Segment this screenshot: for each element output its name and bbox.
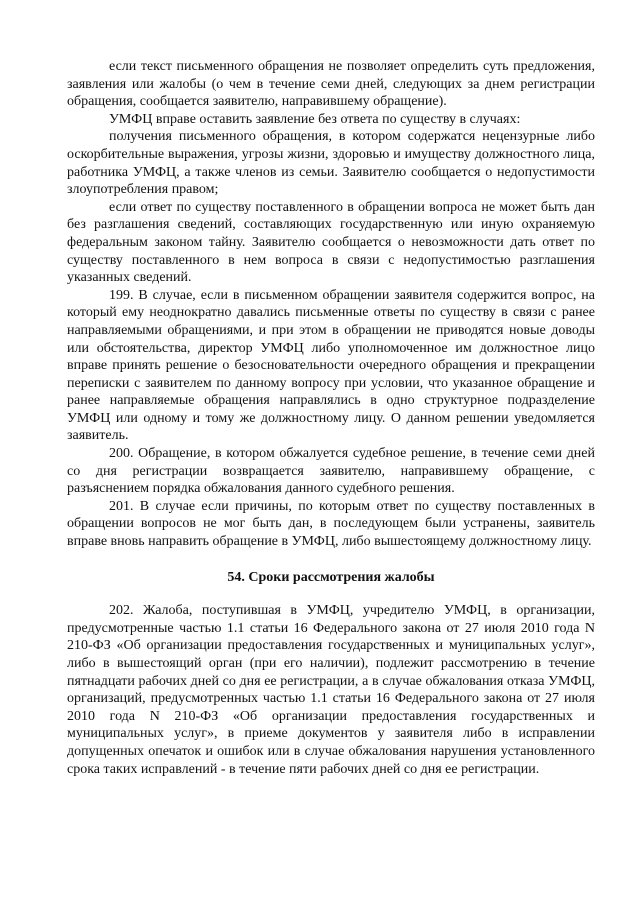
paragraph-200: 200. Обращение, в котором обжалуется судебное решение, в течение семи дней со дня регистрации возвращается заявителю, направившему обращение, с разъяснением порядка обжалования данного судебного решения. xyxy=(67,446,595,497)
paragraph-202: 202. Жалоба, поступившая в УМФЦ, учредителю УМФЦ, в организации, предусмотренные частью 1.1 статьи 16 Федерального закона от 27 июля 2010 года N 210-ФЗ «Об организации предоставления государственных и муниципальных услуг», либо в вышестоящий орган (при его наличии), подлежит рассмотрению в течение пятнадцати рабочих дней со дня ее регистрации, а в случае обжалования отказа УМФЦ, организаций, предусмотренных частью 1.1 статьи 16 Федерального закона от 27 июля 2010 года N 210-ФЗ «Об организации предоставления государственных и муниципальных услуг», в приеме документов у заявителя либо в исправлении допущенных опечаток и ошибок или в случае обжалования нарушения установленного срока таких исправлений - в течение пяти рабочих дней со дня ее регистрации. xyxy=(67,603,595,777)
paragraph-text-unclear-subject: если текст письменного обращения не позволяет определить суть предложения, заявления или жалобы (о чем в течение семи дней, следующих за днем регистрации обращения, сообщается заявителю, направившему обращение). xyxy=(67,59,595,110)
section-heading: 54. Сроки рассмотрения жалобы xyxy=(227,569,435,585)
document-page xyxy=(67,58,595,778)
paragraph-obscene-expressions: получения письменного обращения, в котором содержатся нецензурные либо оскорбительные выражения, угрозы жизни, здоровью и имуществу должностного лица, работника УМФЦ, а также членов из семьи. Заявителю сообщается о недопустимости злоупотребления правом; xyxy=(67,129,595,198)
paragraph-right-to-leave-unanswered: УМФЦ вправе оставить заявление без ответа по существу в случаях: xyxy=(109,111,521,127)
paragraph-secret-information: если ответ по существу поставленного в обращении вопроса не может быть дан без разглашения сведений, составляющих государственную или иную охраняемую федеральным законом тайну. Заявителю сообщается о невозможности дать ответ по существу поставленного в нем вопроса в связи с недопустимостью разглашения указанных сведений. xyxy=(67,199,595,286)
paragraph-199: 199. В случае, если в письменном обращении заявителя содержится вопрос, на который ему неоднократно давались письменные ответы по существу в связи с ранее направляемыми обращениями, и при этом в обращении не приводятся новые доводы или обстоятельства, директор УМФЦ либо уполномоченное им должностное лицо вправе принять решение о безосновательности очередного обращения и прекращении переписки с заявителем по данному вопросу при условии, что указанное обращение и ранее направляемые обращения направлялись в одно структурное подразделение УМФЦ или одному и тому же должностному лицу. О данном решении уведомляется заявитель. xyxy=(67,287,595,444)
paragraph-201: 201. В случае если причины, по которым ответ по существу поставленных в обращении вопросов не мог быть дан, в последующем были устранены, заявитель вправе вновь направить обращение в УМФЦ, либо вышестоящему должностному лицу. xyxy=(67,498,595,550)
